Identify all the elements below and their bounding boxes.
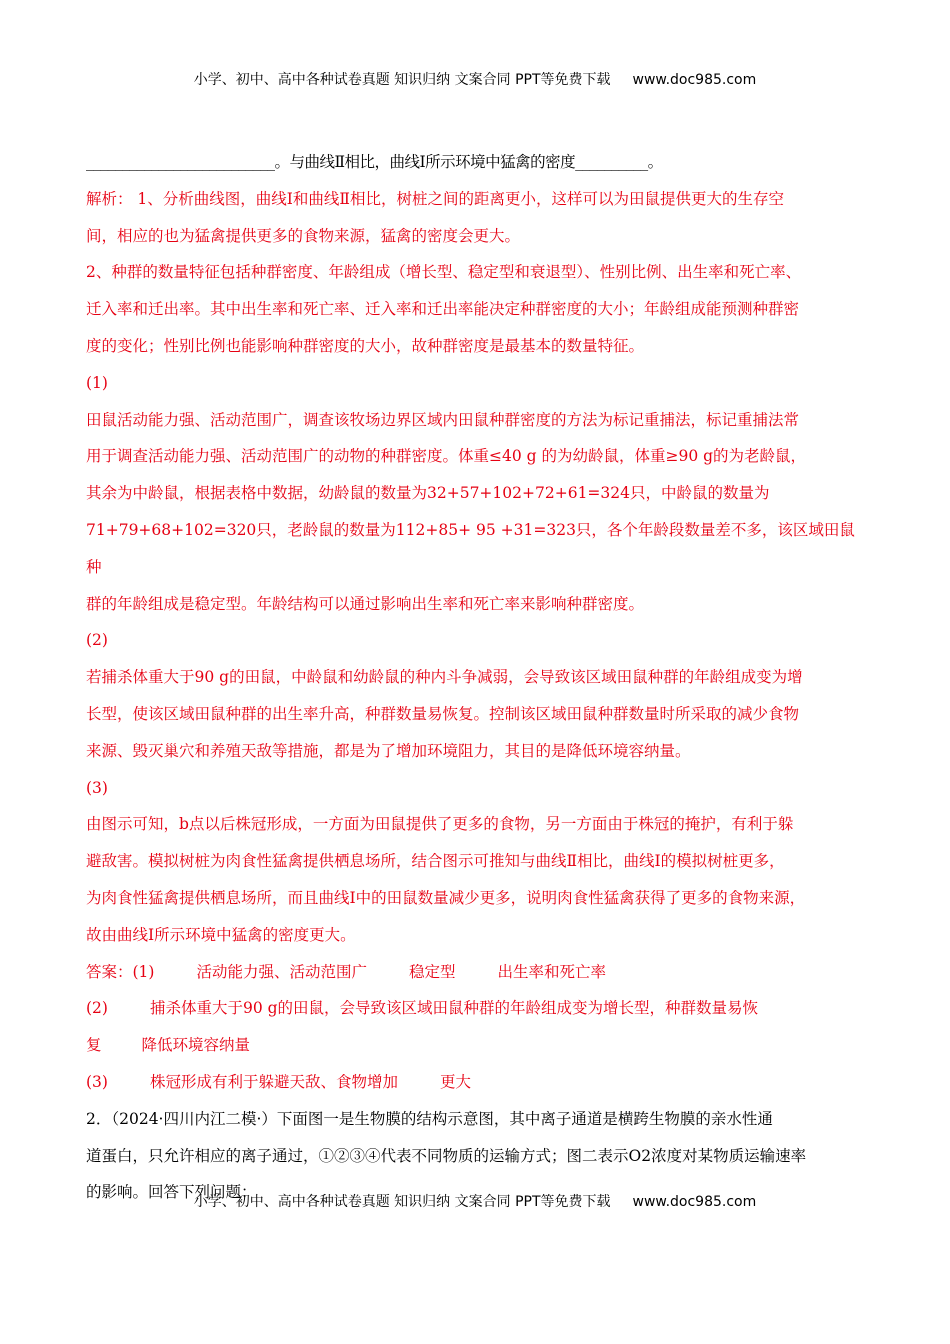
answer-2b: 降低环境容纳量 — [141, 1036, 251, 1055]
analysis-line: 若捕杀体重大于90 g的田鼠，中龄鼠和幼龄鼠的种内斗争减弱，会导致该区域田鼠种群的年龄组成变为增 — [86, 668, 803, 687]
footer-site[interactable]: www.doc985.com — [632, 1194, 757, 1210]
analysis-line: 其余为中龄鼠，根据表格中数据，幼龄鼠的数量为32+57+102+72+61=324只，中龄鼠的数量为 — [86, 484, 770, 503]
answer-2-number: (2) — [86, 999, 108, 1018]
analysis-line: 避敌害。模拟树桩为肉食性猛禽提供栖息场所，结合图示可推知与曲线Ⅱ相比，曲线Ⅰ的模拟树桩更多， — [86, 852, 785, 871]
analysis-line: 间，相应的也为猛禽提供更多的食物来源，猛禽的密度会更大。 — [86, 226, 521, 245]
answer-3b: 更大 — [439, 1072, 471, 1091]
answer-2-text: 捕杀体重大于90 g的田鼠，会导致该区域田鼠种群的年龄组成变为增长型，种群数量易恢 — [149, 999, 759, 1018]
analysis-line: 长型，使该区域田鼠种群的出生率升高，种群数量易恢复。控制该区域田鼠种群数量时所采取的减少食物 — [86, 704, 800, 723]
analysis-line: 71+79+68+102=320只，老龄鼠的数量为112+85+ 95 +31=323只，各个年龄段数量差不多，该区域田鼠种 — [86, 520, 855, 576]
analysis-line: 群的年龄组成是稳定型。年龄结构可以通过影响出生率和死亡率来影响种群密度。 — [86, 594, 645, 613]
question-2-line: 道蛋白，只允许相应的离子通过，①②③④代表不同物质的运输方式；图二表示O2浓度对某物质运输速率 — [86, 1146, 807, 1165]
answer-1c: 出生率和死亡率 — [497, 962, 607, 981]
analysis-line: 度的变化；性别比例也能影响种群密度的大小，故种群密度是最基本的数量特征。 — [86, 336, 645, 355]
section-number: (1) — [86, 373, 108, 392]
analysis-line: 用于调查活动能力强、活动范围广的动物的种群密度。体重≤40 g 的为幼龄鼠，体重≥90 g的为老龄鼠， — [86, 447, 807, 466]
section-number: (3) — [86, 778, 108, 797]
answer-1b: 稳定型 — [408, 962, 456, 981]
answer-line-2-cont — [86, 1027, 868, 1064]
footer-text: 小学、初中、高中各种试卷真题 知识归纳 文案合同 PPT等免费下载 — [193, 1194, 611, 1210]
analysis-line: 田鼠活动能力强、活动范围广，调查该牧场边界区域内田鼠种群密度的方法为标记重捕法，标记重捕法常 — [86, 410, 800, 429]
page-footer — [0, 1191, 950, 1211]
question-2-line: 的影响。回答下列问题： — [86, 1183, 257, 1202]
page-header — [0, 69, 950, 89]
analysis-line: 来源、毁灭巢穴和养殖天敌等措施，都是为了增加环境阻力，其目的是降低环境容纳量。 — [86, 741, 691, 760]
header-site[interactable]: www.doc985.com — [632, 72, 757, 88]
section-number: (2) — [86, 631, 108, 650]
analysis-line: 由图示可知，b点以后株冠形成，一方面为田鼠提供了更多的食物，另一方面由于株冠的掩护，有利于躲 — [86, 815, 794, 834]
analysis-line: 为肉食性猛禽提供栖息场所，而且曲线Ⅰ中的田鼠数量减少更多，说明肉食性猛禽获得了更多的食物来源， — [86, 888, 806, 907]
answer-line-1 — [86, 954, 868, 991]
analysis-line: 故由曲线Ⅰ所示环境中猛禽的密度更大。 — [86, 925, 356, 944]
header-text: 小学、初中、高中各种试卷真题 知识归纳 文案合同 PPT等免费下载 — [193, 72, 611, 88]
answer-3a: 株冠形成有利于躲避天敌、食物增加 — [149, 1072, 398, 1091]
analysis-line: 2、种群的数量特征包括种群密度、年龄组成（增长型、稳定型和衰退型）、性别比例、出生率和死亡率、 — [86, 263, 802, 282]
answer-3-number: (3) — [86, 1072, 108, 1091]
question-2-line: 2．（2024·四川内江二模·）下面图一是生物膜的结构示意图，其中离子通道是横跨生物膜的亲水性通 — [86, 1109, 773, 1128]
analysis-line: 解析： 1、分析曲线图，曲线Ⅰ和曲线Ⅱ相比，树桩之间的距离更小，这样可以为田鼠提供更大的生存空 — [86, 189, 784, 208]
document-body — [86, 144, 868, 1211]
answer-line-3 — [86, 1064, 868, 1101]
analysis-line: 迁入率和迁出率。其中出生率和死亡率、迁入率和迁出率能决定种群密度的大小；年龄组成能预测种群密 — [86, 300, 800, 319]
answer-label: 答案：(1) — [86, 962, 155, 981]
answer-2-cont: 复 — [86, 1036, 102, 1055]
answer-1a: 活动能力强、活动范围广 — [196, 962, 367, 981]
fill-blank-line: __________________________。与曲线Ⅱ相比，曲线Ⅰ所示环境中猛禽的密度__________。 — [86, 153, 663, 171]
answer-line-2 — [86, 990, 868, 1027]
